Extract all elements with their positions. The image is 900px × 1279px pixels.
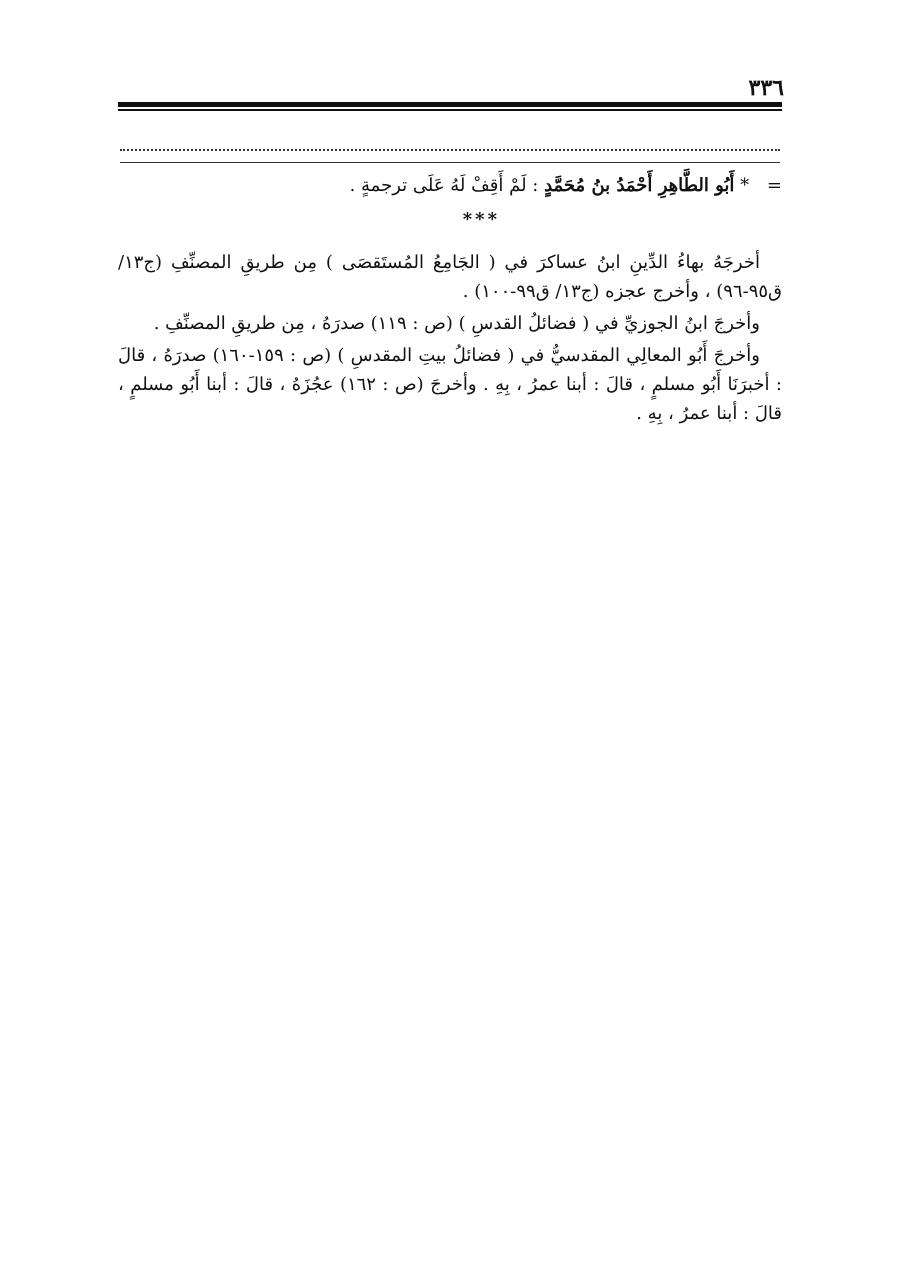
page-number: ٣٣٦	[748, 75, 784, 101]
paragraph-2: وأخرجَ ابنُ الجوزيِّ في ( فضائلُ القدسِ ) (ص : ١١٩) صدرَهُ ، مِن طريقِ المصنِّفِ .	[153, 313, 760, 334]
section-stars: ***	[462, 209, 500, 230]
footnote-text: : لَمْ أَقِفْ لَهُ عَلَى ترجمةٍ .	[349, 175, 539, 196]
star-marker: *	[740, 175, 750, 196]
header-thin-rule	[118, 109, 782, 111]
body-text	[118, 248, 782, 431]
header-thick-rule	[118, 102, 782, 107]
paragraph-1: أخرجَهُ بهاءُ الدِّينِ ابنُ عساكرَ في ( الجَامِعُ المُستَقصَى ) مِن طريقِ المصنِّفِ (ج١٣/ ق٩٥-٩٦) ، وأخرج عجزه (ج١٣/ ق٩٩-١٠٠) .	[118, 252, 782, 302]
footnote	[118, 172, 782, 200]
continuation-marker: =	[766, 175, 782, 196]
paragraph-3: وأخرجَ أَبُو المعالِي المقدسيُّ في ( فضائلُ بيتِ المقدسِ ) (ص : ١٥٩-١٦٠) صدرَهُ ، قالَ : أخبرَنَا أَبُو مسلمٍ ، قالَ : أبنا عمرُ ، بِهِ . وأخرجَ (ص : ١٦٢) عجُزَهُ ، قالَ : أبنا أَبُو مسلمٍ ، قالَ : أبنا عمرُ ، بِهِ .	[118, 345, 782, 424]
footnote-name: أَبُو الطَّاهِرِ أَحْمَدُ بنُ مُحَمَّدٍ	[544, 175, 735, 196]
dotted-separator	[120, 149, 780, 151]
footnote-rule	[120, 162, 780, 163]
